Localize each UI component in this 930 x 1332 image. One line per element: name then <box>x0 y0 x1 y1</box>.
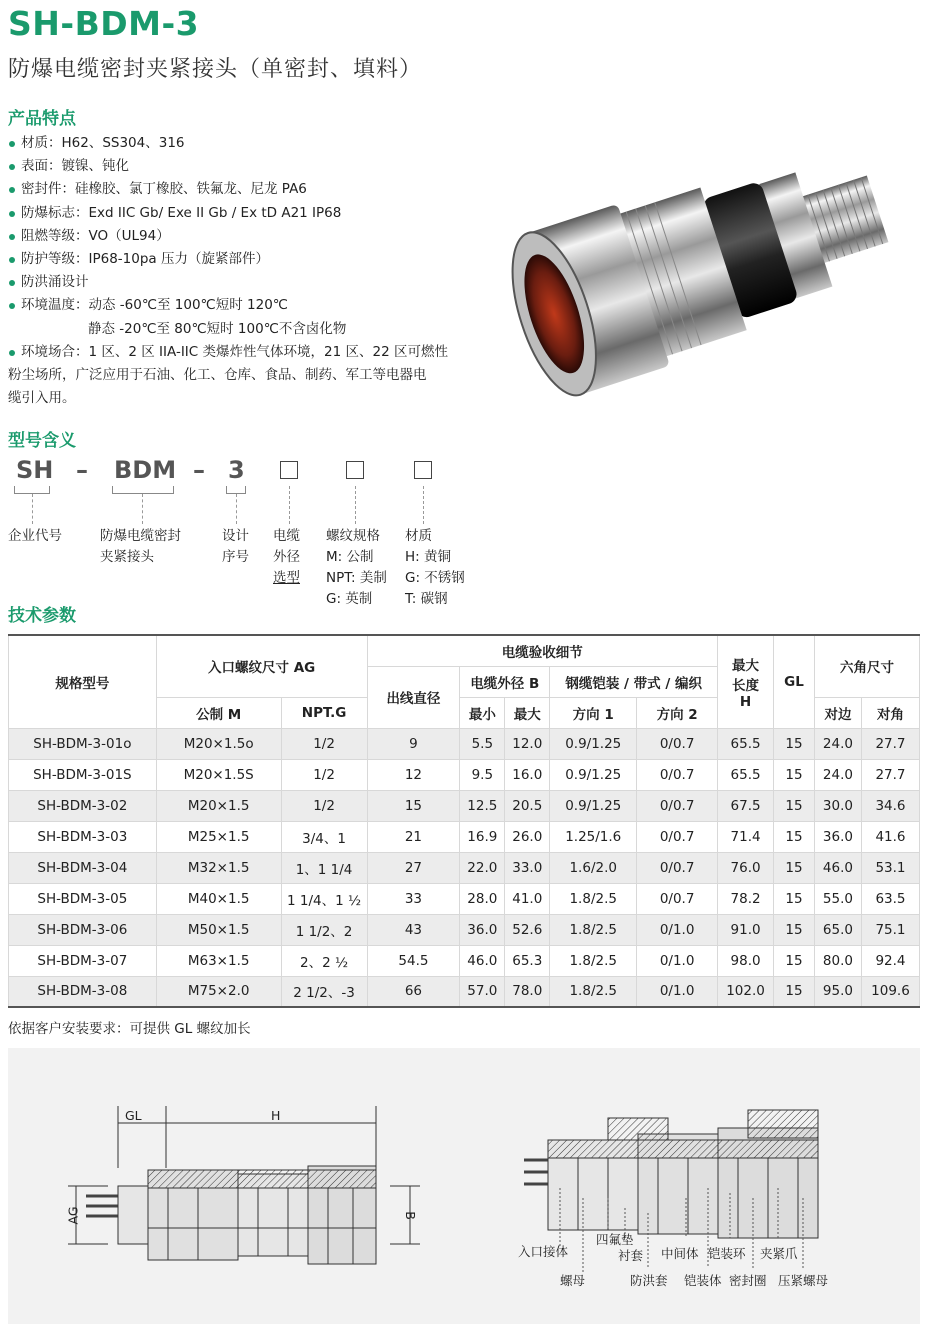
code-dash: – <box>193 456 205 484</box>
table-cell: 66 <box>367 976 460 1007</box>
table-cell: 53.1 <box>861 852 919 883</box>
dim-ag: AG <box>65 1206 81 1225</box>
table-row <box>9 759 920 790</box>
table-cell: 3/4、1 <box>281 821 367 852</box>
table-cell: 1.6/2.0 <box>550 852 637 883</box>
dim-h: H <box>271 1108 281 1123</box>
meaning-serial: 设计 序号 <box>222 528 249 565</box>
table-cell: 15 <box>367 790 460 821</box>
part-claw: 夹紧爪 <box>760 1246 798 1261</box>
table-cell: 78.2 <box>718 883 774 914</box>
table-cell: 54.5 <box>367 945 460 976</box>
code-3: 3 <box>228 456 245 484</box>
table-cell: 28.0 <box>460 883 505 914</box>
meaning-company: 企业代号 <box>8 528 62 544</box>
bullet-icon <box>9 280 15 286</box>
table-cell: 12 <box>367 759 460 790</box>
model-heading: 型号含义 <box>8 431 76 451</box>
code-dash: – <box>76 456 88 484</box>
th-min: 最小 <box>460 697 505 728</box>
page-title: SH-BDM-3 <box>8 4 200 43</box>
dim-gl: GL <box>125 1108 142 1123</box>
th-max: 最大 <box>505 697 550 728</box>
bullet-icon <box>9 303 15 309</box>
th-cable: 电缆验收细节 <box>367 635 718 666</box>
table-cell: 26.0 <box>505 821 550 852</box>
table-cell: 2 1/2、-3 <box>281 976 367 1007</box>
table-cell: 15 <box>774 976 815 1007</box>
product-photo <box>490 112 910 442</box>
code-bdm: BDM <box>114 456 177 484</box>
table-cell: 91.0 <box>718 914 774 945</box>
table-row <box>9 821 920 852</box>
feature-item: 材质：H62、SS304、316 <box>8 132 478 155</box>
table-cell: M50×1.5 <box>156 914 281 945</box>
part-nut: 螺母 <box>560 1273 586 1288</box>
table-cell: 80.0 <box>814 945 861 976</box>
table-cell: M32×1.5 <box>156 852 281 883</box>
page-subtitle: 防爆电缆密封夹紧接头（单密封、填料） <box>8 57 423 82</box>
meaning-thread: 螺纹规格 M: 公制 NPT: 美制 G: 英制 <box>326 528 387 607</box>
table-cell: 41.6 <box>861 821 919 852</box>
features-list <box>8 132 478 410</box>
table-cell: 1 1/2、2 <box>281 914 367 945</box>
diagram-panel <box>8 1048 920 1324</box>
features-heading: 产品特点 <box>8 109 76 129</box>
table-cell: 2、2 ½ <box>281 945 367 976</box>
table-cell: 15 <box>774 945 815 976</box>
table-cell: 0/1.0 <box>637 945 718 976</box>
th-armor: 钢缆铠装 / 带式 / 编织 <box>550 666 718 697</box>
part-comp-nut: 压紧螺母 <box>778 1273 829 1288</box>
guide-line <box>236 494 237 524</box>
table-cell: 12.0 <box>505 728 550 759</box>
table-cell: 98.0 <box>718 945 774 976</box>
table-cell: SH-BDM-3-03 <box>9 821 157 852</box>
table-cell: 1.25/1.6 <box>550 821 637 852</box>
table-cell: 1/2 <box>281 759 367 790</box>
table-cell: 46.0 <box>814 852 861 883</box>
table-cell: 1/2 <box>281 728 367 759</box>
table-cell: 15 <box>774 883 815 914</box>
table-cell: 27.7 <box>861 759 919 790</box>
table-cell: 65.5 <box>718 728 774 759</box>
table-row <box>9 728 920 759</box>
guide-line <box>355 486 356 524</box>
table-cell: 65.0 <box>814 914 861 945</box>
table-cell: SH-BDM-3-07 <box>9 945 157 976</box>
table-cell: 15 <box>774 759 815 790</box>
spec-table <box>8 634 920 1008</box>
table-row <box>9 852 920 883</box>
th-af: 对边 <box>814 697 861 728</box>
table-cell: 0/0.7 <box>637 821 718 852</box>
table-row <box>9 790 920 821</box>
table-cell: 16.0 <box>505 759 550 790</box>
table-cell: 0.9/1.25 <box>550 790 637 821</box>
table-cell: M63×1.5 <box>156 945 281 976</box>
feature-item: 密封件：硅橡胶、氯丁橡胶、铁氟龙、尼龙 PA6 <box>8 178 478 201</box>
table-cell: 55.0 <box>814 883 861 914</box>
th-model: 规格型号 <box>9 635 157 728</box>
table-cell: 0/0.7 <box>637 852 718 883</box>
table-cell: 109.6 <box>861 976 919 1007</box>
table-cell: 20.5 <box>505 790 550 821</box>
table-cell: 41.0 <box>505 883 550 914</box>
code-box-thread <box>346 461 364 479</box>
table-cell: 67.5 <box>718 790 774 821</box>
bullet-icon <box>9 164 15 170</box>
guide-line <box>289 486 290 524</box>
th-npt: NPT.G <box>281 697 367 728</box>
table-cell: SH-BDM-3-04 <box>9 852 157 883</box>
table-cell: SH-BDM-3-08 <box>9 976 157 1007</box>
feature-item: 阻燃等级：VO（UL94） <box>8 225 478 248</box>
table-cell: 9 <box>367 728 460 759</box>
table-cell: 15 <box>774 821 815 852</box>
table-row <box>9 976 920 1007</box>
table-cell: 15 <box>774 914 815 945</box>
bullet-icon <box>9 141 15 147</box>
part-seal: 密封圈 <box>729 1273 767 1288</box>
table-cell: SH-BDM-3-05 <box>9 883 157 914</box>
table-cell: 65.5 <box>718 759 774 790</box>
table-cell: SH-BDM-3-02 <box>9 790 157 821</box>
table-cell: 0/0.7 <box>637 790 718 821</box>
table-cell: 65.3 <box>505 945 550 976</box>
code-box-cable <box>280 461 298 479</box>
table-cell: 1/2 <box>281 790 367 821</box>
code-box-material <box>414 461 432 479</box>
table-cell: 24.0 <box>814 759 861 790</box>
table-cell: M25×1.5 <box>156 821 281 852</box>
meaning-cable-od: 电缆 外径 选型 <box>273 528 300 586</box>
meaning-material: 材质 H: 黄铜 G: 不锈钢 T: 碳钢 <box>405 528 465 607</box>
table-cell: 43 <box>367 914 460 945</box>
th-thread: 入口螺纹尺寸 AG <box>156 635 367 697</box>
table-cell: 12.5 <box>460 790 505 821</box>
table-cell: SH-BDM-3-01S <box>9 759 157 790</box>
part-flood: 防洪套 <box>630 1273 668 1288</box>
th-ac: 对角 <box>861 697 919 728</box>
table-cell: 15 <box>774 790 815 821</box>
table-cell: 71.4 <box>718 821 774 852</box>
table-cell: 36.0 <box>460 914 505 945</box>
table-cell: 0/1.0 <box>637 914 718 945</box>
th-gl: GL <box>774 635 815 728</box>
table-cell: SH-BDM-3-01o <box>9 728 157 759</box>
meaning-product: 防爆电缆密封 夹紧接头 <box>100 528 181 565</box>
table-cell: 21 <box>367 821 460 852</box>
table-cell: 15 <box>774 728 815 759</box>
table-cell: 27 <box>367 852 460 883</box>
th-metric: 公制 M <box>156 697 281 728</box>
table-cell: 95.0 <box>814 976 861 1007</box>
th-dir2: 方向 2 <box>637 697 718 728</box>
dim-b: B <box>402 1211 418 1220</box>
th-length: 最大 长度 H <box>718 635 774 728</box>
feature-item-env: 环境场合：1 区、2 区 IIA-IIC 类爆炸性气体环境，21 区、22 区可燃性 <box>8 341 478 364</box>
table-cell: 0.9/1.25 <box>550 728 637 759</box>
table-cell: 46.0 <box>460 945 505 976</box>
table-row <box>9 945 920 976</box>
table-cell: M20×1.5 <box>156 790 281 821</box>
model-code <box>0 456 480 486</box>
feature-item-env-cont: 缆引入用。 <box>8 390 76 407</box>
table-cell: M20×1.5o <box>156 728 281 759</box>
bullet-icon <box>9 350 15 356</box>
table-cell: 27.7 <box>861 728 919 759</box>
table-cell: 78.0 <box>505 976 550 1007</box>
table-cell: 9.5 <box>460 759 505 790</box>
bullet-icon <box>9 187 15 193</box>
table-cell: 15 <box>774 852 815 883</box>
th-od: 电缆外径 B <box>460 666 550 697</box>
table-cell: 1.8/2.5 <box>550 945 637 976</box>
part-liner: 衬套 <box>618 1248 644 1263</box>
table-cell: 75.1 <box>861 914 919 945</box>
table-cell: 22.0 <box>460 852 505 883</box>
table-cell: 24.0 <box>814 728 861 759</box>
bullet-icon <box>9 257 15 263</box>
code-sh: SH <box>16 456 54 484</box>
guide-line <box>142 494 143 524</box>
table-cell: 0/0.7 <box>637 759 718 790</box>
feature-item: 防爆标志：Exd IIC Gb/ Exe II Gb / Ex tD A21 IP68 <box>8 202 478 225</box>
table-cell: 1.8/2.5 <box>550 976 637 1007</box>
table-cell: M20×1.5S <box>156 759 281 790</box>
feature-item: 防护等级：IP68-10pa 压力（旋紧部件） <box>8 248 478 271</box>
table-cell: 0/0.7 <box>637 728 718 759</box>
part-middle: 中间体 <box>661 1246 699 1261</box>
part-entry: 入口接体 <box>518 1244 569 1259</box>
bullet-icon <box>9 234 15 240</box>
table-cell: 52.6 <box>505 914 550 945</box>
table-cell: 92.4 <box>861 945 919 976</box>
part-ptfe: 四氟垫 <box>596 1232 634 1247</box>
table-row <box>9 883 920 914</box>
feature-item-temp-static: 静态 -20℃至 80℃短时 100℃不含卤化物 <box>88 320 347 337</box>
table-cell: 102.0 <box>718 976 774 1007</box>
table-cell: 33.0 <box>505 852 550 883</box>
table-cell: 1.8/2.5 <box>550 883 637 914</box>
th-bore: 出线直径 <box>367 666 460 728</box>
feature-item: 防洪涌设计 <box>8 271 478 294</box>
specs-heading: 技术参数 <box>8 606 76 626</box>
table-cell: 16.9 <box>460 821 505 852</box>
table-cell: M40×1.5 <box>156 883 281 914</box>
table-cell: 36.0 <box>814 821 861 852</box>
table-cell: 0.9/1.25 <box>550 759 637 790</box>
feature-item: 环境温度：动态 -60℃至 100℃短时 120℃ <box>8 294 478 317</box>
bracket <box>226 486 246 494</box>
table-cell: 30.0 <box>814 790 861 821</box>
th-hex: 六角尺寸 <box>814 635 919 697</box>
guide-line <box>32 494 33 524</box>
table-cell: 0/0.7 <box>637 883 718 914</box>
table-cell: 0/1.0 <box>637 976 718 1007</box>
table-cell: 34.6 <box>861 790 919 821</box>
table-cell: SH-BDM-3-06 <box>9 914 157 945</box>
table-cell: M75×2.0 <box>156 976 281 1007</box>
table-row <box>9 914 920 945</box>
th-dir1: 方向 1 <box>550 697 637 728</box>
part-armor-ring: 铠装环 <box>708 1246 746 1261</box>
table-cell: 5.5 <box>460 728 505 759</box>
feature-item-env-cont: 粉尘场所，广泛应用于石油、化工、仓库、食品、制药、军工等电器电 <box>8 367 427 384</box>
table-cell: 33 <box>367 883 460 914</box>
spec-note: 依据客户安装要求：可提供 GL 螺纹加长 <box>8 1021 251 1037</box>
table-cell: 57.0 <box>460 976 505 1007</box>
bracket <box>112 486 174 494</box>
table-cell: 1、1 1/4 <box>281 852 367 883</box>
bullet-icon <box>9 211 15 217</box>
table-cell: 63.5 <box>861 883 919 914</box>
guide-line <box>423 486 424 524</box>
table-cell: 1 1/4、1 ½ <box>281 883 367 914</box>
feature-item: 表面：镀镍、钝化 <box>8 155 478 178</box>
bracket <box>14 486 50 494</box>
part-armor-body: 铠装体 <box>684 1273 722 1288</box>
table-cell: 76.0 <box>718 852 774 883</box>
table-cell: 1.8/2.5 <box>550 914 637 945</box>
dimension-drawing <box>65 1106 420 1264</box>
